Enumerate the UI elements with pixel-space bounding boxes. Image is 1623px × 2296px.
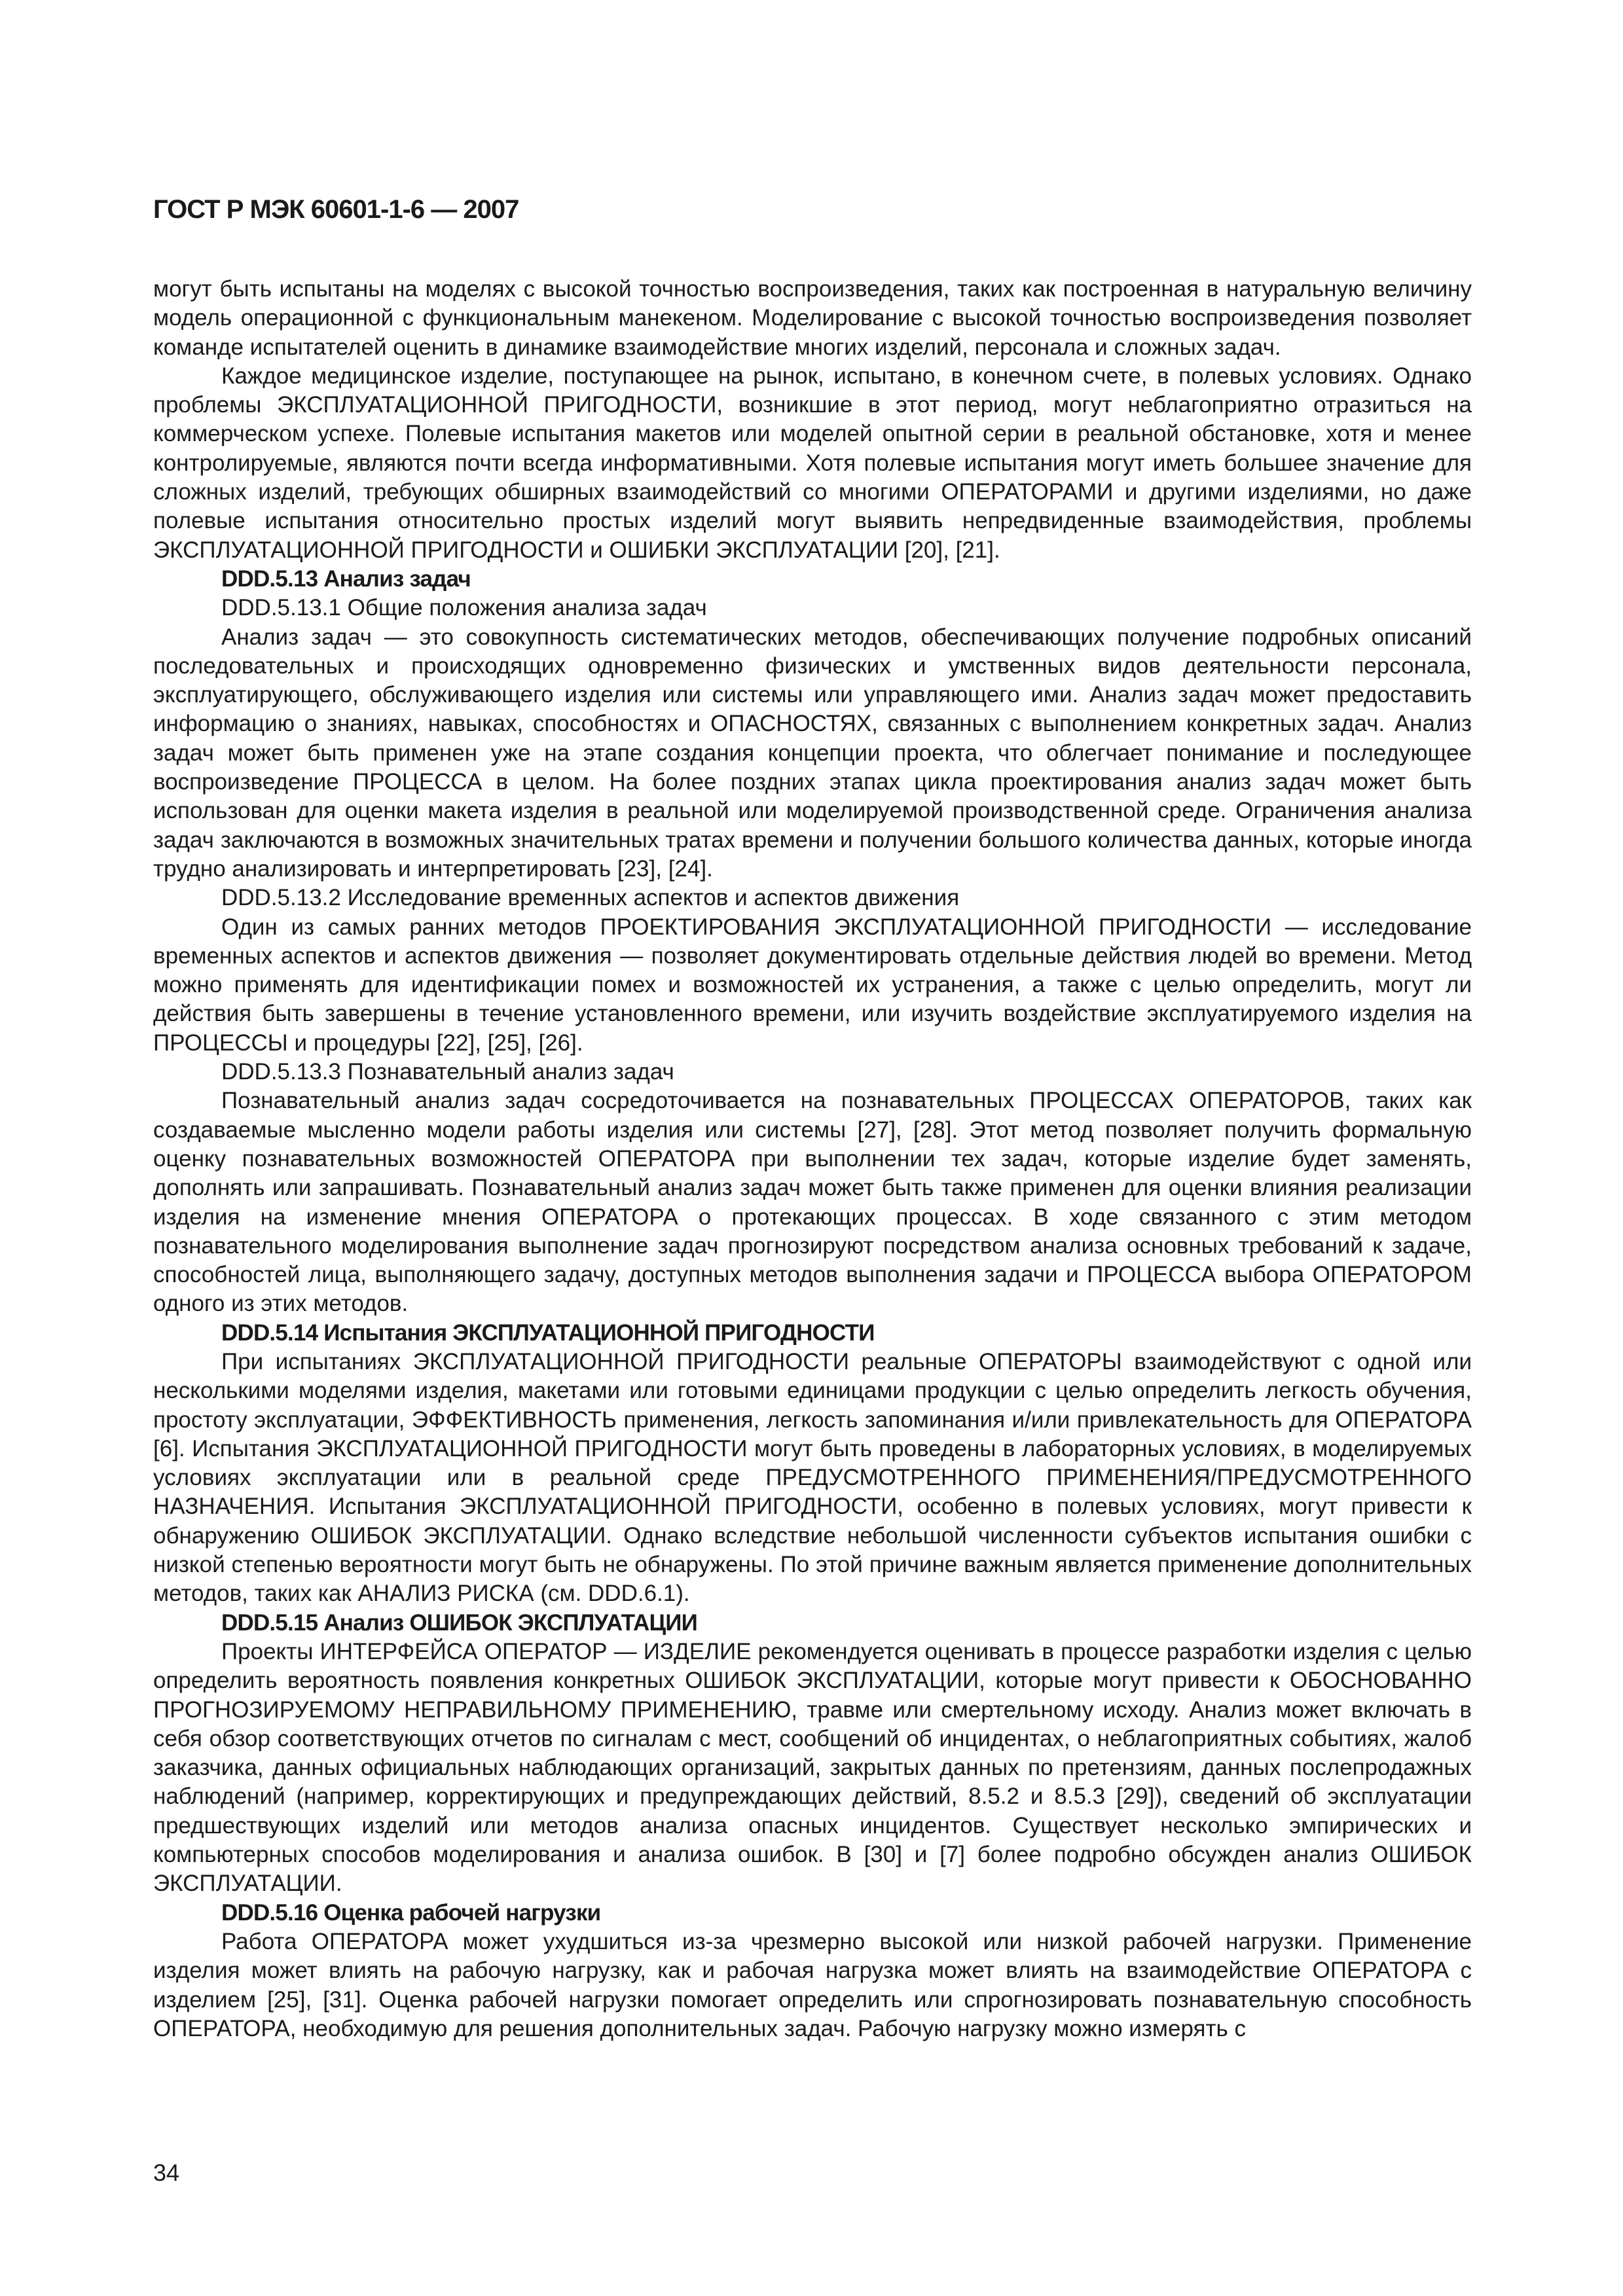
section-heading: DDD.5.13 Анализ задач: [221, 565, 471, 592]
page-number: 34: [153, 2159, 180, 2186]
body-paragraph: Один из самых ранних методов ПРОЕКТИРОВАНИЯ ЭКСПЛУАТАЦИОННОЙ ПРИГОДНОСТИ — исследование временных аспектов и аспектов движения — позволяет документировать отдельные действия людей во времени. Метод можно применять для идентификации помех и возможностей их устранения, а также с целью определить, могут ли действия быть завершены в течение установленного времени, или изучить воздействие эксплуатируемого изделия на ПРОЦЕССЫ и процедуры [22], [25], [26].: [153, 914, 1472, 1056]
body-paragraph: могут быть испытаны на моделях с высокой точностью воспроизведения, таких как построенная в натуральную величину модель операционной с функциональным манекеном. Моделирование с высокой точностью воспроизведения позволяет команде испытателей оценить в динамике взаимодействие многих изделий, персонала и сложных задач.: [153, 276, 1472, 360]
body-paragraph: Работа ОПЕРАТОРА может ухудшиться из-за чрезмерно высокой или низкой рабочей нагрузки. Применение изделия может влиять на рабочую нагрузку, как и рабочая нагрузка может влиять на взаимодействие ОПЕРАТОРА с изделием [25], [31]. Оценка рабочей нагрузки помогает определить или спрогнозировать познавательную способность ОПЕРАТОРА, необходимую для решения дополнительных задач. Рабочую нагрузку можно измерять с: [153, 1928, 1472, 2041]
document-body: [153, 275, 1472, 2043]
subsection-heading: DDD.5.13.3 Познавательный анализ задач: [221, 1059, 674, 1085]
standard-header: ГОСТ Р МЭК 60601-1-6 — 2007: [153, 195, 519, 224]
body-paragraph: Проекты ИНТЕРФЕЙСА ОПЕРАТОР — ИЗДЕЛИЕ рекомендуется оценивать в процессе разработки изделия с целью определить вероятность появления конкретных ОШИБОК ЭКСПЛУАТАЦИИ, которые могут привести к ОБОСНОВАННО ПРОГНОЗИРУЕМОМУ НЕПРАВИЛЬНОМУ ПРИМЕНЕНИЮ, травме или смертельному исходу. Анализ может включать в себя обзор соответствующих отчетов по сигналам с мест, сообщений об инцидентах, о неблагоприятных событиях, жалоб заказчика, данных официальных наблюдающих организаций, закрытых данных по претензиям, данных послепродажных наблюдений (например, корректирующих и предупреждающих действий, 8.5.2 и 8.5.3 [29]), сведений об эксплуатации предшествующих изделий или методов анализа опасных инцидентов. Существует несколько эмпирических и компьютерных способов моделирования и анализа ошибок. В [30] и [7] более подробно обсужден анализ ОШИБОК ЭКСПЛУАТАЦИИ.: [153, 1638, 1472, 1897]
body-paragraph: Каждое медицинское изделие, поступающее на рынок, испытано, в конечном счете, в полевых условиях. Однако проблемы ЭКСПЛУАТАЦИОННОЙ ПРИГОДНОСТИ, возникшие в этот период, могут неблагоприятно отразиться на коммерческом успехе. Полевые испытания макетов или моделей опытной серии в реальной обстановке, хотя и менее контролируемые, являются почти всегда информативными. Хотя полевые испытания могут иметь большее значение для сложных изделий, требующих обширных взаимодействий со многими ОПЕРАТОРАМИ и другими изделиями, но даже полевые испытания относительно простых изделий могут выявить непредвиденные взаимодействия, проблемы ЭКСПЛУАТАЦИОННОЙ ПРИГОДНОСТИ и ОШИБКИ ЭКСПЛУАТАЦИИ [20], [21].: [153, 363, 1472, 563]
body-paragraph: Познавательный анализ задач сосредоточивается на познавательных ПРОЦЕССАХ ОПЕРАТОРОВ, таких как создаваемые мысленно модели работы изделия или системы [27], [28]. Этот метод позволяет получить формальную оценку познавательных возможностей ОПЕРАТОРА при выполнении тех задач, которые изделие будет заменять, дополнять или запрашивать. Познавательный анализ задач может быть также применен для оценки влияния реализации изделия на изменение мнения ОПЕРАТОРА о протекающих процессах. В ходе связанного с этим методом познавательного моделирования выполнение задач прогнозируют посредством анализа основных требований к задаче, способностей лица, выполняющего задачу, доступных методов выполнения задачи и ПРОЦЕССА выбора ОПЕРАТОРОМ одного из этих методов.: [153, 1088, 1472, 1317]
section-heading: DDD.5.14 Испытания ЭКСПЛУАТАЦИОННОЙ ПРИГОДНОСТИ: [221, 1319, 875, 1346]
body-paragraph: Анализ задач — это совокупность систематических методов, обеспечивающих получение подробных описаний последовательных и происходящих одновременно физических и умственных видов деятельности персонала, эксплуатирующего, обслуживающего изделия или системы или управляющего ими. Анализ задач может предоставить информацию о знаниях, навыках, способностях и ОПАСНОСТЯХ, связанных с выполнением конкретных задач. Анализ задач может быть применен уже на этапе создания концепции проекта, что облегчает понимание и последующее воспроизведение ПРОЦЕССА в целом. На более поздних этапах цикла проектирования анализ задач может быть использован для оценки макета изделия в реальной или моделируемой производственной среде. Ограничения анализа задач заключаются в возможных значительных тратах времени и получении большого количества данных, которые иногда трудно анализировать и интерпретировать [23], [24].: [153, 624, 1472, 882]
section-heading: DDD.5.16 Оценка рабочей нагрузки: [221, 1899, 601, 1926]
subsection-heading: DDD.5.13.1 Общие положения анализа задач: [221, 595, 707, 621]
subsection-heading: DDD.5.13.2 Исследование временных аспектов и аспектов движения: [221, 885, 960, 911]
section-heading: DDD.5.15 Анализ ОШИБОК ЭКСПЛУАТАЦИИ: [221, 1609, 697, 1636]
body-paragraph: При испытаниях ЭКСПЛУАТАЦИОННОЙ ПРИГОДНОСТИ реальные ОПЕРАТОРЫ взаимодействуют с одной или несколькими моделями изделия, макетами или готовыми единицами продукции с целью определить легкость обучения, простоту эксплуатации, ЭФФЕКТИВНОСТЬ применения, легкость запоминания и/или привлекательность для ОПЕРАТОРА [6]. Испытания ЭКСПЛУАТАЦИОННОЙ ПРИГОДНОСТИ могут быть проведены в лабораторных условиях, в моделируемых условиях эксплуатации или в реальной среде ПРЕДУСМОТРЕННОГО ПРИМЕНЕНИЯ/ПРЕДУСМОТРЕННОГО НАЗНАЧЕНИЯ. Испытания ЭКСПЛУАТАЦИОННОЙ ПРИГОДНОСТИ, особенно в полевых условиях, могут привести к обнаружению ОШИБОК ЭКСПЛУАТАЦИИ. Однако вследствие небольшой численности субъектов испытания ошибки с низкой степенью вероятности могут быть не обнаружены. По этой причине важным является применение дополнительных методов, таких как АНАЛИЗ РИСКА (см. DDD.6.1).: [153, 1348, 1472, 1607]
